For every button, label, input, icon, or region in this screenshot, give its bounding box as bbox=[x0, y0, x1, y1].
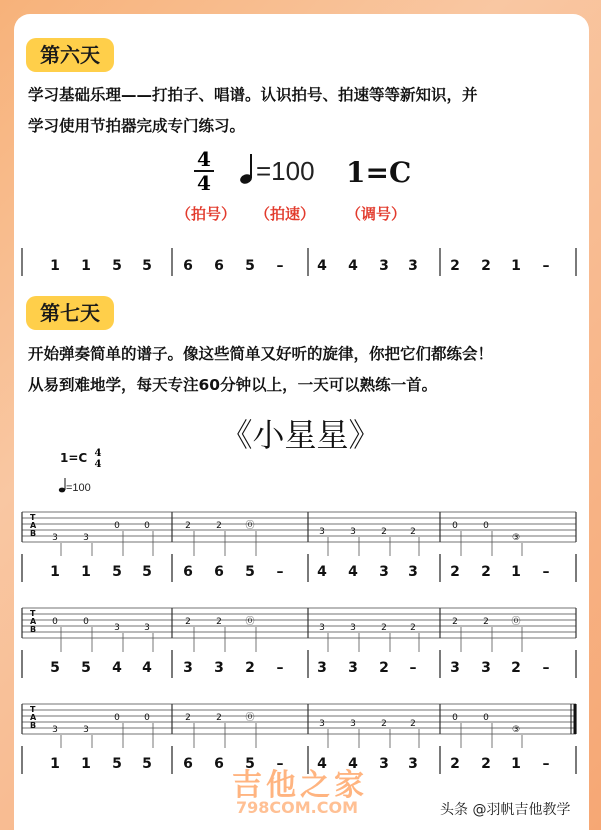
numbered-note: 2 bbox=[481, 258, 491, 274]
numbered-note: – bbox=[276, 756, 284, 772]
fret-number: ⓪ bbox=[245, 617, 255, 627]
numbered-note: 4 bbox=[348, 564, 358, 580]
fret-number: ③ bbox=[511, 533, 521, 543]
numbered-note: 5 bbox=[112, 756, 122, 772]
fret-number: ⓪ bbox=[511, 617, 521, 627]
fret-number: 0 bbox=[452, 713, 458, 723]
numbered-note: 5 bbox=[142, 564, 152, 580]
numbered-note: 5 bbox=[245, 564, 255, 580]
fret-number: 0 bbox=[83, 617, 89, 627]
day6-line2: 学习使用节拍器完成专门练习。 bbox=[28, 117, 246, 135]
tab-clef-letter: T bbox=[30, 609, 36, 618]
fret-number: 0 bbox=[483, 713, 489, 723]
quarter-note-icon bbox=[239, 154, 253, 185]
tab-clef-letter: B bbox=[30, 625, 37, 634]
watermark-url: 798COM.COM bbox=[236, 798, 359, 817]
day7-line1: 开始弹奏简单的谱子。像这些简单又好听的旋律，你把它们都练会！ bbox=[28, 345, 494, 363]
small-time-bottom: 4 bbox=[94, 459, 102, 470]
numbered-note: 4 bbox=[112, 660, 122, 676]
numbered-note: 2 bbox=[450, 258, 460, 274]
day6-numbered-staff bbox=[22, 248, 576, 276]
time-sig-top: 4 bbox=[197, 147, 211, 171]
tab-clef-letter: T bbox=[30, 513, 36, 522]
numbered-note: 1 bbox=[81, 564, 91, 580]
numbered-note: 6 bbox=[214, 564, 224, 580]
tab-clef-letter: A bbox=[30, 617, 37, 626]
numbered-note: 4 bbox=[317, 564, 327, 580]
day6-line1: 学习基础乐理——打拍子、唱谱。认识拍号、拍速等等新知识，并 bbox=[28, 86, 478, 104]
fret-number: 2 bbox=[452, 617, 458, 627]
tab-system bbox=[22, 512, 576, 582]
numbered-note: 3 bbox=[408, 756, 418, 772]
fret-number: 3 bbox=[52, 533, 58, 543]
numbered-note: 4 bbox=[317, 756, 327, 772]
fret-number: 2 bbox=[483, 617, 489, 627]
fret-number: 3 bbox=[83, 533, 89, 543]
fret-number: 2 bbox=[410, 623, 416, 633]
numbered-note: 2 bbox=[450, 564, 460, 580]
numbered-note: 2 bbox=[450, 756, 460, 772]
tempo-value: =100 bbox=[256, 156, 315, 186]
numbered-note: 6 bbox=[183, 756, 193, 772]
numbered-note: 3 bbox=[379, 756, 389, 772]
fret-number: 0 bbox=[52, 617, 58, 627]
small-key-signature: 1=C bbox=[60, 451, 88, 465]
song-title: 《小星星》 bbox=[220, 416, 381, 454]
key-signature: 1=C bbox=[346, 156, 412, 189]
fret-number: 3 bbox=[350, 527, 356, 537]
day6-badge: 第六天 bbox=[26, 38, 114, 72]
numbered-note: 1 bbox=[50, 564, 60, 580]
fret-number: 3 bbox=[83, 725, 89, 735]
numbered-note: 6 bbox=[183, 258, 193, 274]
tab-clef-letter: B bbox=[30, 721, 37, 730]
numbered-note: 6 bbox=[214, 756, 224, 772]
numbered-note: 5 bbox=[245, 756, 255, 772]
fret-number: ⓪ bbox=[245, 713, 255, 723]
numbered-note: – bbox=[542, 660, 550, 676]
numbered-note: 4 bbox=[348, 756, 358, 772]
numbered-note: 3 bbox=[183, 660, 193, 676]
numbered-note: – bbox=[542, 756, 550, 772]
small-time-top: 4 bbox=[94, 448, 102, 459]
numbered-note: 3 bbox=[214, 660, 224, 676]
numbered-note: 2 bbox=[379, 660, 389, 676]
numbered-note: 1 bbox=[511, 564, 521, 580]
numbered-note: 1 bbox=[511, 756, 521, 772]
numbered-note: – bbox=[276, 564, 284, 580]
numbered-note: 2 bbox=[511, 660, 521, 676]
fret-number: 3 bbox=[350, 719, 356, 729]
fret-number: 0 bbox=[114, 713, 120, 723]
numbered-note: 5 bbox=[112, 564, 122, 580]
numbered-note: 3 bbox=[379, 564, 389, 580]
day7-badge: 第七天 bbox=[26, 296, 114, 330]
numbered-note: 5 bbox=[245, 258, 255, 274]
label-tempo: （拍速） bbox=[255, 205, 316, 223]
numbered-note: – bbox=[276, 258, 284, 274]
numbered-note: 4 bbox=[142, 660, 152, 676]
numbered-note: 2 bbox=[481, 564, 491, 580]
numbered-note: 3 bbox=[317, 660, 327, 676]
numbered-note: – bbox=[542, 258, 550, 274]
tab-systems bbox=[22, 512, 576, 774]
tab-clef-letter: B bbox=[30, 529, 37, 538]
numbered-note: 1 bbox=[50, 258, 60, 274]
day7-description bbox=[28, 339, 573, 401]
numbered-note: – bbox=[542, 564, 550, 580]
tab-clef-letter: T bbox=[30, 705, 36, 714]
numbered-note: – bbox=[276, 660, 284, 676]
numbered-note: 3 bbox=[450, 660, 460, 676]
numbered-note: 3 bbox=[348, 660, 358, 676]
watermark-logo: 吉他之家 bbox=[232, 768, 368, 803]
fret-number: 0 bbox=[144, 713, 150, 723]
numbered-note: 6 bbox=[183, 564, 193, 580]
fret-number: 3 bbox=[319, 719, 325, 729]
time-sig-bottom: 4 bbox=[197, 171, 211, 195]
numbered-note: 4 bbox=[348, 258, 358, 274]
fret-number: 2 bbox=[381, 527, 387, 537]
fret-number: 3 bbox=[350, 623, 356, 633]
fret-number: ③ bbox=[511, 725, 521, 735]
fret-number: 2 bbox=[216, 521, 222, 531]
numbered-note: 5 bbox=[81, 660, 91, 676]
numbered-note: 2 bbox=[245, 660, 255, 676]
label-key: （调号） bbox=[346, 205, 407, 223]
numbered-note: 5 bbox=[142, 756, 152, 772]
fret-number: 0 bbox=[144, 521, 150, 531]
tab-system bbox=[22, 608, 576, 678]
fret-number: 0 bbox=[452, 521, 458, 531]
numbered-note: 6 bbox=[214, 258, 224, 274]
numbered-note: 1 bbox=[81, 756, 91, 772]
numbered-note: 3 bbox=[408, 564, 418, 580]
numbered-note: 4 bbox=[317, 258, 327, 274]
numbered-note: 5 bbox=[112, 258, 122, 274]
tab-clef-letter: A bbox=[30, 713, 37, 722]
fret-number: 3 bbox=[52, 725, 58, 735]
numbered-note: 5 bbox=[50, 660, 60, 676]
fret-number: 0 bbox=[483, 521, 489, 531]
numbered-note: 3 bbox=[408, 258, 418, 274]
fret-number: 2 bbox=[410, 719, 416, 729]
day7-line2: 从易到难地学，每天专注60分钟以上，一天可以熟练一首。 bbox=[28, 376, 438, 394]
label-time-signature: （拍号） bbox=[176, 205, 237, 223]
fret-number: 3 bbox=[144, 623, 150, 633]
fret-number: 2 bbox=[185, 713, 191, 723]
numbered-note: 3 bbox=[481, 660, 491, 676]
fret-number: ⓪ bbox=[245, 521, 255, 531]
numbered-note: 1 bbox=[511, 258, 521, 274]
fret-number: 2 bbox=[185, 617, 191, 627]
fret-number: 3 bbox=[114, 623, 120, 633]
fret-number: 2 bbox=[381, 719, 387, 729]
fret-number: 3 bbox=[319, 527, 325, 537]
fret-number: 2 bbox=[381, 623, 387, 633]
numbered-note: – bbox=[409, 660, 417, 676]
numbered-note: 3 bbox=[379, 258, 389, 274]
fret-number: 2 bbox=[410, 527, 416, 537]
fret-number: 3 bbox=[319, 623, 325, 633]
fret-number: 2 bbox=[216, 617, 222, 627]
small-tempo: =100 bbox=[66, 482, 91, 494]
tab-clef-letter: A bbox=[30, 521, 37, 530]
small-quarter-note-icon bbox=[59, 478, 65, 492]
fret-number: 0 bbox=[114, 521, 120, 531]
numbered-note: 1 bbox=[50, 756, 60, 772]
author-credit: 头条 @羽帆吉他教学 bbox=[440, 799, 570, 819]
fret-number: 2 bbox=[185, 521, 191, 531]
numbered-note: 1 bbox=[81, 258, 91, 274]
numbered-note: 2 bbox=[481, 756, 491, 772]
numbered-note: 5 bbox=[142, 258, 152, 274]
fret-number: 2 bbox=[216, 713, 222, 723]
